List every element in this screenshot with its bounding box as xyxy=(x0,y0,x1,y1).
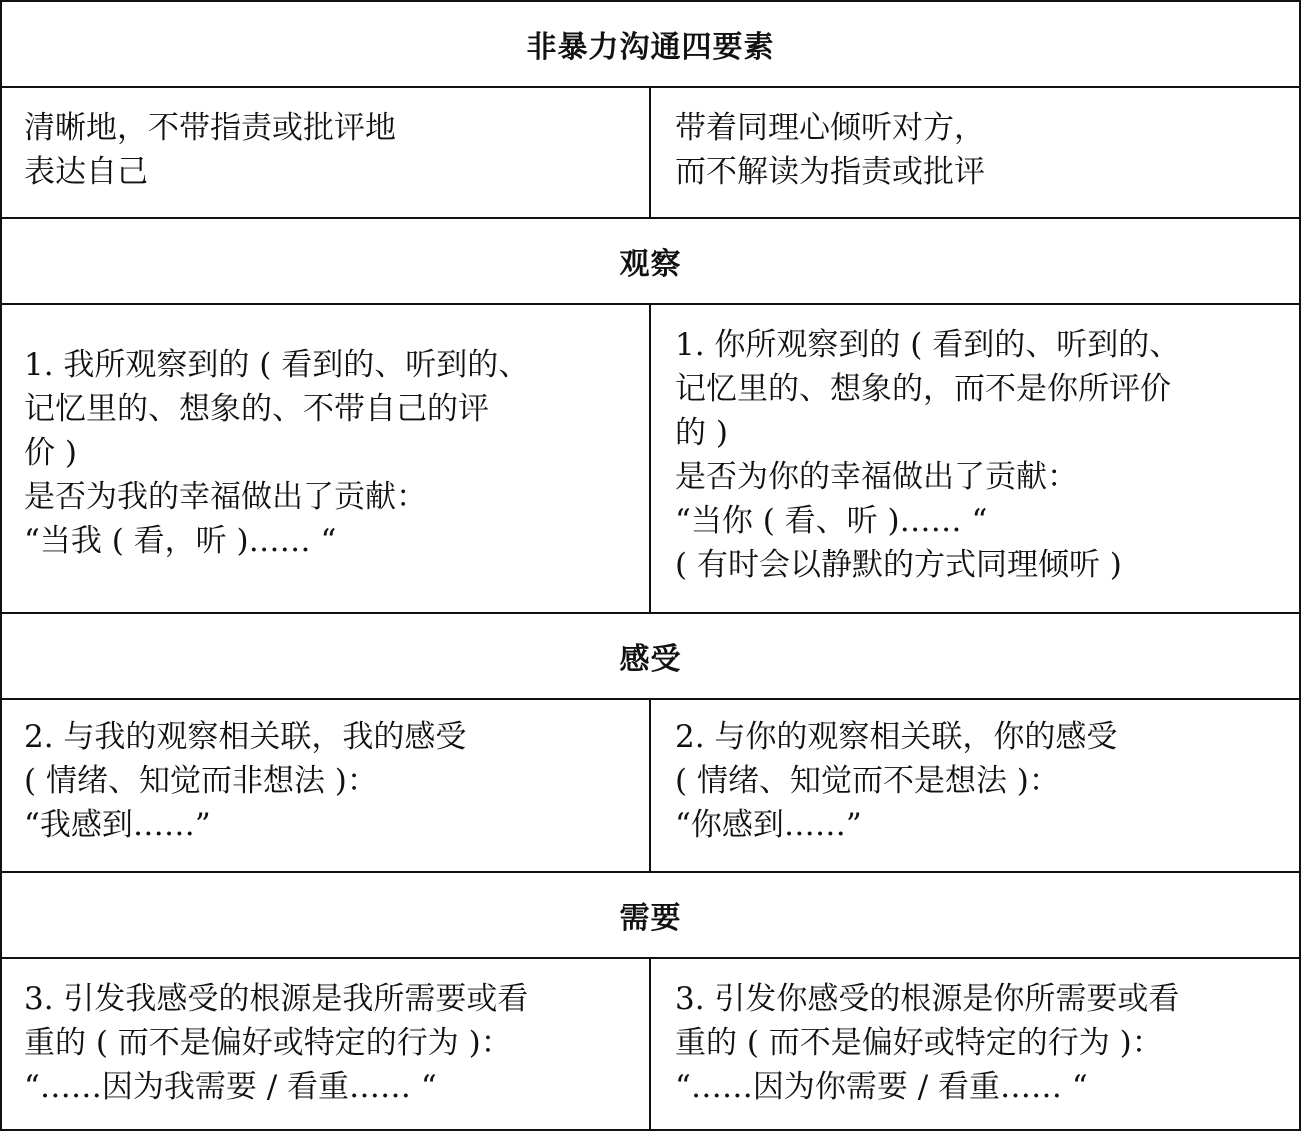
need-row xyxy=(2,959,1299,1131)
need-right-cell xyxy=(651,959,1299,1131)
intro-left-text: 清晰地，不带指责或批评地 表达自己 xyxy=(24,110,396,190)
intro-row xyxy=(2,88,1299,219)
observation-left-text: 1. 我所观察到的 ( 看到的、听到的、 记忆里的、想象的、不带自己的评 价 ) 是否为我的幸福做出了贡献： “当我 ( 看，听 )…… “ xyxy=(24,347,530,559)
section-heading-row xyxy=(2,873,1299,959)
feeling-right-cell xyxy=(651,700,1299,871)
section-heading-observation: 观察 xyxy=(619,247,682,282)
observation-row xyxy=(2,305,1299,614)
section-heading-feeling: 感受 xyxy=(619,642,682,677)
need-right-text: 3. 引发你感受的根源是你所需要或看 重的 ( 而不是偏好或特定的行为 )： “……因为你需要 / 看重…… “ xyxy=(675,981,1180,1105)
feeling-right-text: 2. 与你的观察相关联，你的感受 ( 情绪、知觉而不是想法 )： “你感到……” xyxy=(675,719,1118,843)
section-heading-row xyxy=(2,614,1299,700)
table-title: 非暴力沟通四要素 xyxy=(526,30,775,65)
feeling-left-text: 2. 与我的观察相关联，我的感受 ( 情绪、知觉而非想法 )： “我感到……” xyxy=(24,719,467,843)
table-title-row xyxy=(2,2,1299,88)
observation-right-text: 1. 你所观察到的 ( 看到的、听到的、 记忆里的、想象的，而不是你所评价 的 ) 是否为你的幸福做出了贡献： “当你 ( 看、听 )…… “ ( 有时会以静默的方式同理倾听 ) xyxy=(675,327,1181,583)
intro-right-text: 带着同理心倾听对方， 而不解读为指责或批评 xyxy=(675,110,985,190)
need-left-cell xyxy=(2,959,651,1131)
intro-right-cell xyxy=(651,88,1299,217)
observation-right-cell xyxy=(651,305,1299,612)
need-left-text: 3. 引发我感受的根源是我所需要或看 重的 ( 而不是偏好或特定的行为 )： “……因为我需要 / 看重…… “ xyxy=(24,981,529,1105)
section-heading-need: 需要 xyxy=(619,901,682,936)
section-heading-row xyxy=(2,219,1299,305)
observation-left-cell xyxy=(2,305,651,612)
feeling-left-cell xyxy=(2,700,651,871)
feeling-row xyxy=(2,700,1299,873)
intro-left-cell xyxy=(2,88,651,217)
